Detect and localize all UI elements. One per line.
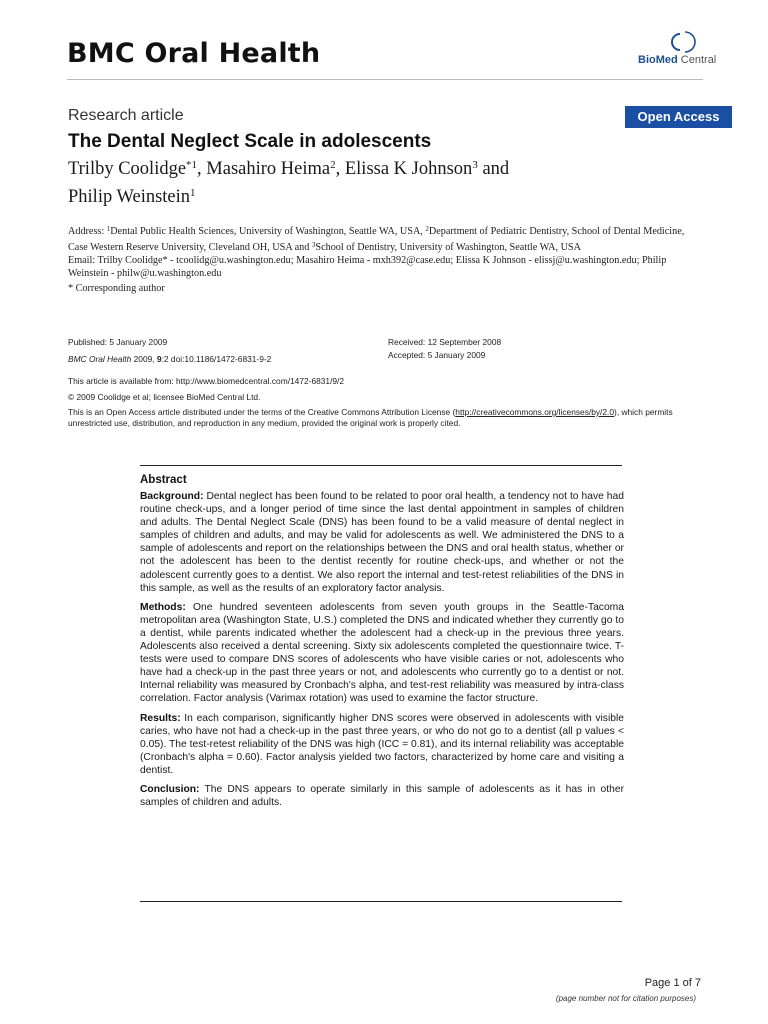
abstract-methods: [140, 601, 624, 706]
author-name[interactable]: Philip Weinstein: [68, 187, 191, 207]
abstract-results: [140, 712, 624, 777]
address-part: School of Dentistry, University of Washington, Seattle WA, USA: [315, 241, 581, 253]
author-separator: ,: [335, 159, 345, 179]
author-name[interactable]: Trilby Coolidge: [68, 159, 187, 179]
section-label: Background:: [140, 491, 204, 502]
author-separator: ,: [197, 159, 207, 179]
section-text: One hundred seventeen adolescents from seven youth groups in the Seattle-Tacoma metropolitan area (Washington State, U.S.) completed the DNS and indicated whether they currently go to a dentist, while parents indicated whether the adolescent had a check-up in the previous three years. Adolescents also received a dental screening. Sixty six adolescents completed the questionnaire twice. T-tests were used to compare DNS scores of adolescents who have visible caries or not, adolescents who have had a check-up in the past three years or not, and adolescents who currently go to a dentist or not. Internal reliability was measured by Cronbach's alpha, and test-rest reliability was measured by intra-class correlation. Factor analysis (Varimax rotation) was used to examine the factor structure.: [140, 601, 624, 705]
accepted-date: Accepted: 5 January 2009: [388, 350, 486, 360]
address-part: Dental Public Health Sciences, University of Washington, Seattle WA, USA,: [110, 226, 426, 237]
logo-text-bold: BioMed: [638, 54, 678, 66]
address-label: Address:: [68, 226, 107, 237]
citation-doi[interactable]: :2 doi:10.1186/1472-6831-9-2: [161, 354, 272, 364]
page-number: Page 1 of 7: [644, 977, 701, 989]
author-affiliation-mark: *1: [186, 159, 198, 171]
publisher-logo[interactable]: [632, 30, 732, 72]
citation-volume: 9: [156, 354, 162, 364]
received-date: Received: 12 September 2008: [388, 337, 502, 347]
author-name[interactable]: Elissa K Johnson: [344, 159, 473, 179]
license-link[interactable]: http://creativecommons.org/licenses/by/2.0: [455, 407, 615, 417]
affiliation-address: [68, 223, 688, 254]
article-type: Research article: [68, 107, 184, 124]
author-name[interactable]: Masahiro Heima: [206, 159, 331, 179]
citation: [68, 354, 271, 365]
abstract-body: [140, 490, 624, 815]
author-affiliation-mark: 2: [330, 159, 336, 171]
affiliation-mark: 1: [106, 225, 111, 233]
published-date: Published: 5 January 2009: [68, 337, 168, 347]
section-label: Conclusion:: [140, 783, 200, 795]
open-access-badge[interactable]: Open Access: [625, 106, 732, 128]
abstract-heading: Abstract: [140, 474, 187, 486]
section-label: Results:: [140, 712, 181, 724]
section-text: In each comparison, significantly higher DNS scores were observed in adolescents with visible caries, who have not had a check-up in the past three years, or who do not go to a dentist (all p values < 0.05). The test-retest reliability of the DNS was high (ICC = 0.81), and its internal reliability was acceptable (Cronbach's alpha = 0.60). Factor analysis yielded two factors, characterized by home care and visiting a dentist.: [140, 712, 624, 776]
header-divider: [67, 79, 703, 80]
abstract-top-rule: [140, 465, 622, 466]
license-text: This is an Open Access article distributed under the terms of the Creative Commons Attribution License (: [68, 407, 456, 417]
article-url[interactable]: This article is available from: http://www.biomedcentral.com/1472-6831/9/2: [68, 376, 345, 386]
author-affiliation-mark: 1: [190, 187, 196, 199]
author-emails[interactable]: Email: Trilby Coolidge* - tcoolidg@u.washington.edu; Masahiro Heima - mxh392@case.edu; Elissa K Johnson - elissj@u.washington.edu; Philip Weinstein - philw@u.washington.edu: [68, 255, 667, 279]
affiliation-mark: 3: [311, 240, 316, 249]
journal-title: BMC Oral Health: [67, 38, 321, 69]
copyright-notice: © 2009 Coolidge et al; licensee BioMed Central Ltd.: [68, 392, 261, 402]
license-notice: [68, 407, 708, 429]
section-text: Dental neglect has been found to be related to poor oral health, a tendency not to have had routine check-ups, and a longer period of time since the last dental appointment in samples of children and adults. The Dental Neglect Scale (DNS) has been found to be a valid measure of dental neglect in samples of children and adults, and may be valid for adolescents as well. We administered the DNS to a sample of adolescents and report on the relationships between the DNS and oral health status, whether or not the adolescent has been to the dentist recently for routine check-ups, and whether or not the adolescent currently goes to a dentist. We also report the internal and test-retest reliabilities of the DNS in this sample, as well as the results of an exploratory factor analysis.: [140, 491, 624, 594]
section-label: Methods:: [140, 601, 186, 613]
citation-journal: BMC Oral Health: [68, 354, 132, 364]
abstract-conclusion: [140, 783, 624, 809]
section-text: The DNS appears to operate similarly in this sample of adolescents as it has in other samples of children and adults.: [140, 783, 624, 809]
biomed-central-logo-icon: [671, 30, 697, 54]
address-part: Department of Pediatric Dentistry, School of Dental Medicine, Case Western Reserve University, Cleveland OH, USA and: [68, 226, 685, 253]
affiliation-mark: 2: [425, 225, 429, 233]
license-text: ), which permits unrestricted use, distribution, and reproduction in any medium, provided the original work is properly cited.: [68, 407, 673, 428]
author-separator: and: [477, 159, 510, 179]
author-list: [68, 153, 628, 209]
abstract-background: [140, 490, 624, 595]
logo-text-rest: Central: [677, 54, 717, 66]
author-affiliation-mark: 3: [472, 159, 478, 171]
citation-year: 2009,: [131, 354, 157, 364]
article-title: The Dental Neglect Scale in adolescents: [68, 131, 432, 152]
corresponding-author-note: * Corresponding author: [68, 283, 165, 294]
abstract-bottom-rule: [140, 901, 622, 902]
publisher-logo-text: [638, 54, 716, 66]
page-number-note: (page number not for citation purposes): [555, 994, 696, 1003]
